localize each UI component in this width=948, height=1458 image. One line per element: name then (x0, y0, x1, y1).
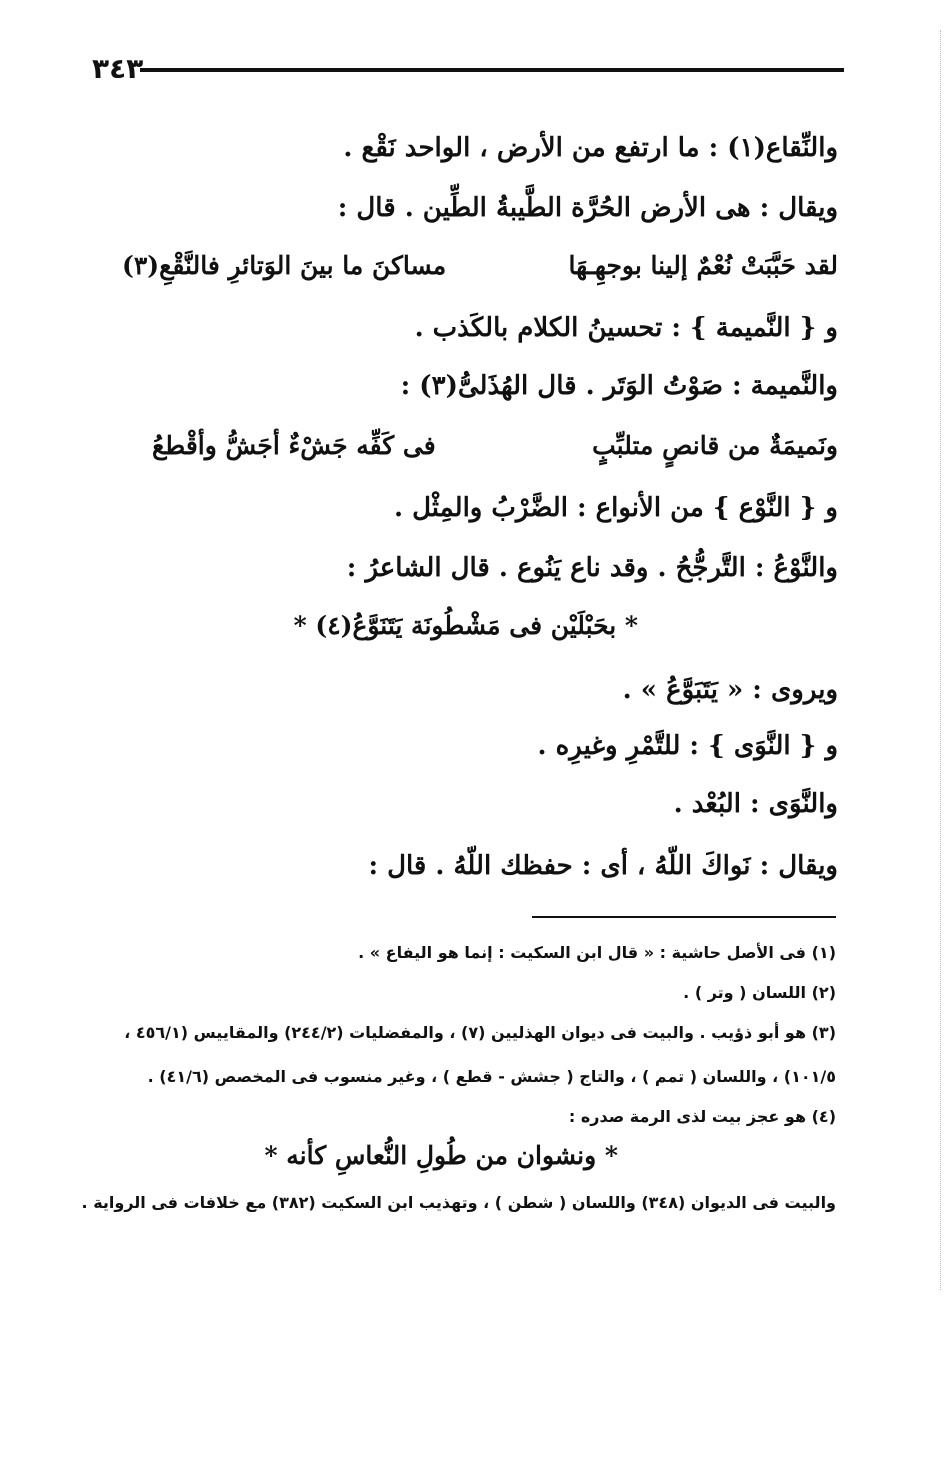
page-number: ٣٤٣ (92, 52, 144, 85)
footnote: ١٠١/٥) ، واللسان ( تمم ) ، والتاج ( جشش - قطع ) ، وغير منسوب فى المخصص (٤١/٦) . (147, 1067, 836, 1086)
text-line: والنِّقاع(١) : ما ارتفع من الأرض ، الواحد نَقْع . (343, 133, 838, 163)
text-line: ويقال : نَواكَ اللّهُ ، أى : حفظك اللّهُ . قال : (368, 851, 838, 881)
text-line: ويروى : « يَتَبَوَّعُ » . (622, 675, 838, 705)
verse-hemistich-left: فى كَفِّه جَشْءٌ أجَشُّ وأقْطعُ (152, 431, 436, 460)
footnote: (٤) هو عجز بيت لذى الرمة صدره : (568, 1107, 836, 1126)
header-rule (140, 68, 844, 72)
text-line: والنَّوَى : البُعْد . (673, 789, 838, 819)
page-edge-mark (940, 30, 943, 1290)
footnote-verse: * ونشوان من طُولِ النُّعاسِ كأنه * (264, 1141, 618, 1170)
verse-half-line: * بحَبْلَيْن فى مَشْطُونَة يَتَنَوَّعُ(٤) * (293, 611, 638, 640)
text-line: ويقال : هى الأرض الحُرَّة الطَّيبةُ الطِّين . قال : (337, 193, 838, 223)
footnote: (١) فى الأصل حاشية : « قال ابن السكيت : إنما هو اليفاع » . (358, 943, 836, 962)
verse-hemistich-left: مساكنَ ما بينَ الوَتائرِ فالنَّقْعِ(٣) (122, 251, 447, 280)
footnote-separator (532, 916, 836, 918)
text-line: و { النَّميمة } : تحسينُ الكلام بالكَذب . (414, 313, 838, 343)
footnote: (٢) اللسان ( وتر ) . (683, 983, 836, 1002)
text-line: والنَّوْعُ : التَّرجُّحُ . وقد ناع يَنُوع . قال الشاعرُ : (346, 553, 838, 583)
text-line: و { النَّوْع } من الأنواع : الضَّرْبُ والمِثْل . (393, 493, 838, 523)
text-line: والنَّميمة : صَوْتُ الوَتَر . قال الهُذَلىُّ(٣) : (400, 371, 838, 401)
text-line: و { النَّوَى } : للتَّمْرِ وغيرِه . (537, 731, 838, 761)
footnote: (٣) هو أبو ذؤيب . والبيت فى ديوان الهذليين (٧) ، والمفضليات (٢٤٤/٢) والمقاييس (٤٥٦/١ ، (124, 1023, 836, 1042)
footnote: والبيت فى الديوان (٣٤٨) واللسان ( شطن ) ، وتهذيب ابن السكيت (٣٨٢) مع خلافات فى الرواية . (81, 1193, 836, 1212)
verse-hemistich-right: لقد حَبَّبَتْ نُعْمٌ إلينا بوجهِـهَا (568, 251, 838, 280)
verse-hemistich-right: ونَميمَةٌ من قانصٍ متلبِّبٍ (592, 431, 838, 460)
